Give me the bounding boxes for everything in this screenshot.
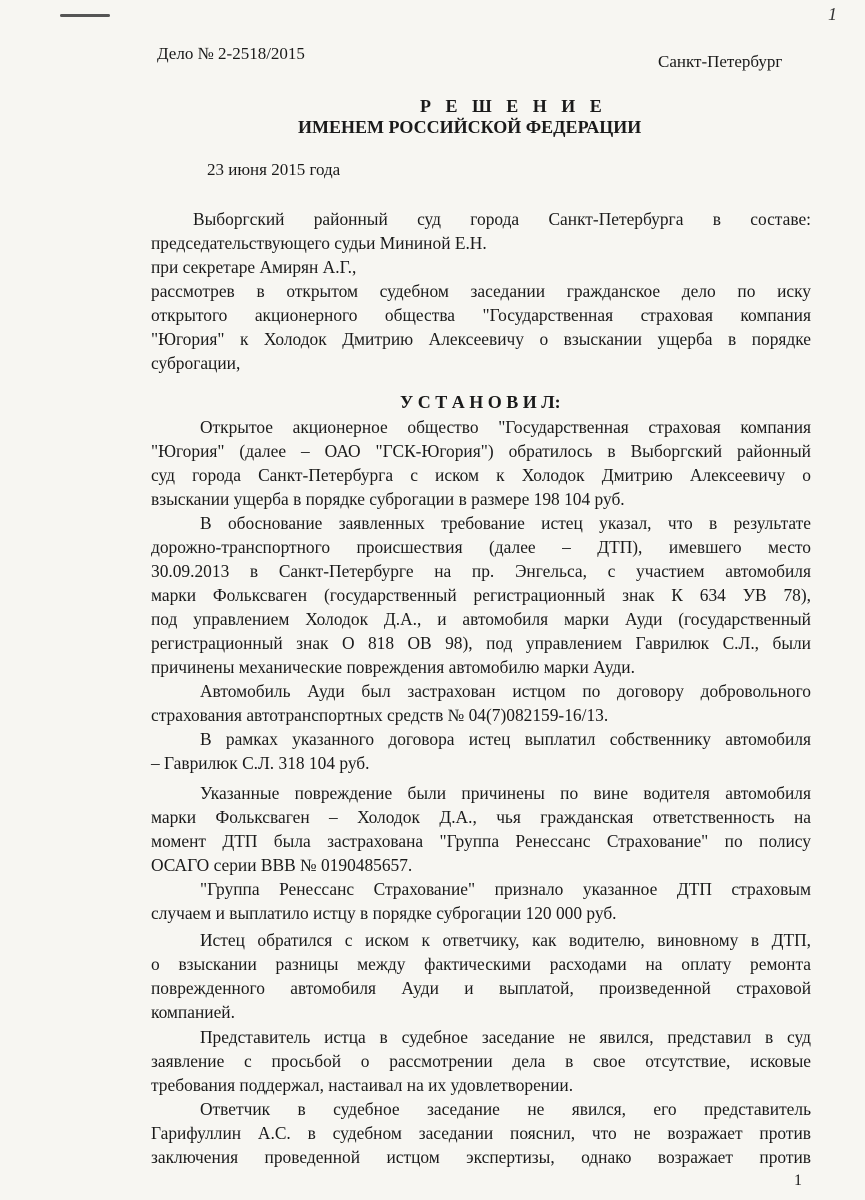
body-line: Указанные повреждение были причинены по вине водителя автомобиля	[200, 783, 811, 803]
body-line: случаем и выплатило истцу в порядке суброгации 120 000 руб.	[151, 903, 617, 923]
body-line: суд города Санкт-Петербурга с иском к Холодок Дмитрию Алексеевичу о	[151, 465, 811, 485]
body-line: дорожно-транспортного происшествия (далее – ДТП), имевшего место	[151, 537, 811, 557]
body-line: заявление с просьбой о рассмотрении дела в свое отсутствие, исковые	[151, 1051, 811, 1071]
body-line: В обоснование заявленных требование истец указал, что в результате	[200, 513, 811, 533]
body-line: Истец обратился с иском к ответчику, как водителю, виновному в ДТП,	[200, 930, 811, 950]
body-line: "Группа Ренессанс Страхование" признало указанное ДТП страховым	[200, 879, 811, 899]
intro-line: открытого акционерного общества "Государственная страховая компания	[151, 305, 811, 325]
body-line: причинены механические повреждения автомобилю марки Ауди.	[151, 657, 635, 677]
intro-line: при секретаре Амирян А.Г.,	[151, 257, 357, 277]
in-name-title: ИМЕНЕМ РОССИЙСКОЙ ФЕДЕРАЦИИ	[298, 117, 642, 137]
body-line: 30.09.2013 в Санкт-Петербурге на пр. Энгельса, с участием автомобиля	[151, 561, 811, 581]
intro-line: рассмотрев в открытом судебном заседании гражданское дело по иску	[151, 281, 811, 301]
body-line: страхования автотранспортных средств № 04(7)082159-16/13.	[151, 705, 609, 725]
intro-line: "Югория" к Холодок Дмитрию Алексеевичу о взыскании ущерба в порядке	[151, 329, 811, 349]
body-line: Ответчик в судебное заседание не явился, его представитель	[200, 1099, 811, 1119]
decision-title: Р Е Ш Е Н И Е	[420, 96, 607, 116]
body-line: Гарифуллин А.С. в судебном заседании пояснил, что не возражает против	[151, 1123, 811, 1143]
body-line: момент ДТП была застрахована "Группа Ренессанс Страхование" по полису	[151, 831, 811, 851]
case-number: Дело № 2-2518/2015	[157, 44, 305, 63]
intro-line: Выборгский районный суд города Санкт-Петербурга в составе:	[193, 209, 811, 229]
body-line: Представитель истца в судебное заседание не явился, представил в суд	[200, 1027, 811, 1047]
body-line: о взыскании разницы между фактическими расходами на оплату ремонта	[151, 954, 811, 974]
scan-mark	[60, 14, 110, 17]
body-line: Открытое акционерное общество "Государственная страховая компания	[200, 417, 811, 437]
page-number: 1	[794, 1172, 802, 1189]
intro-line: председательствующего судьи Мининой Е.Н.	[151, 233, 487, 253]
intro-line: суброгации,	[151, 353, 241, 373]
body-line: требования поддержал, настаивал на их удовлетворении.	[151, 1075, 574, 1095]
body-line: ОСАГО серии ВВВ № 0190485657.	[151, 855, 413, 875]
body-line: заключения проведенной истцом экспертизы, однако возражает против	[151, 1147, 811, 1167]
body-line: марки Фольксваген (государственный регистрационный знак К 634 УВ 78),	[151, 585, 811, 605]
handwritten-page-mark: 1	[828, 4, 837, 24]
body-line: марки Фольксваген – Холодок Д.А., чья гражданская ответственность на	[151, 807, 811, 827]
body-line: "Югория" (далее – ОАО "ГСК-Югория") обратилось в Выборгский районный	[151, 441, 811, 461]
decision-date: 23 июня 2015 года	[207, 160, 341, 179]
body-line: регистрационный знак О 818 ОВ 98), под управлением Гаврилюк С.Л., были	[151, 633, 811, 653]
body-line: взыскании ущерба в порядке суброгации в размере 198 104 руб.	[151, 489, 625, 509]
body-line: компанией.	[151, 1002, 235, 1022]
body-line: Автомобиль Ауди был застрахован истцом по договору добровольного	[200, 681, 811, 701]
body-line: поврежденного автомобиля Ауди и выплатой, произведенной страховой	[151, 978, 811, 998]
body-line: – Гаврилюк С.Л. 318 104 руб.	[151, 753, 370, 773]
body-line: В рамках указанного договора истец выплатил собственнику автомобиля	[200, 729, 811, 749]
established-heading: У С Т А Н О В И Л:	[400, 392, 561, 412]
body-line: под управлением Холодок Д.А., и автомобиля марки Ауди (государственный	[151, 609, 811, 629]
city: Санкт-Петербург	[658, 52, 783, 71]
